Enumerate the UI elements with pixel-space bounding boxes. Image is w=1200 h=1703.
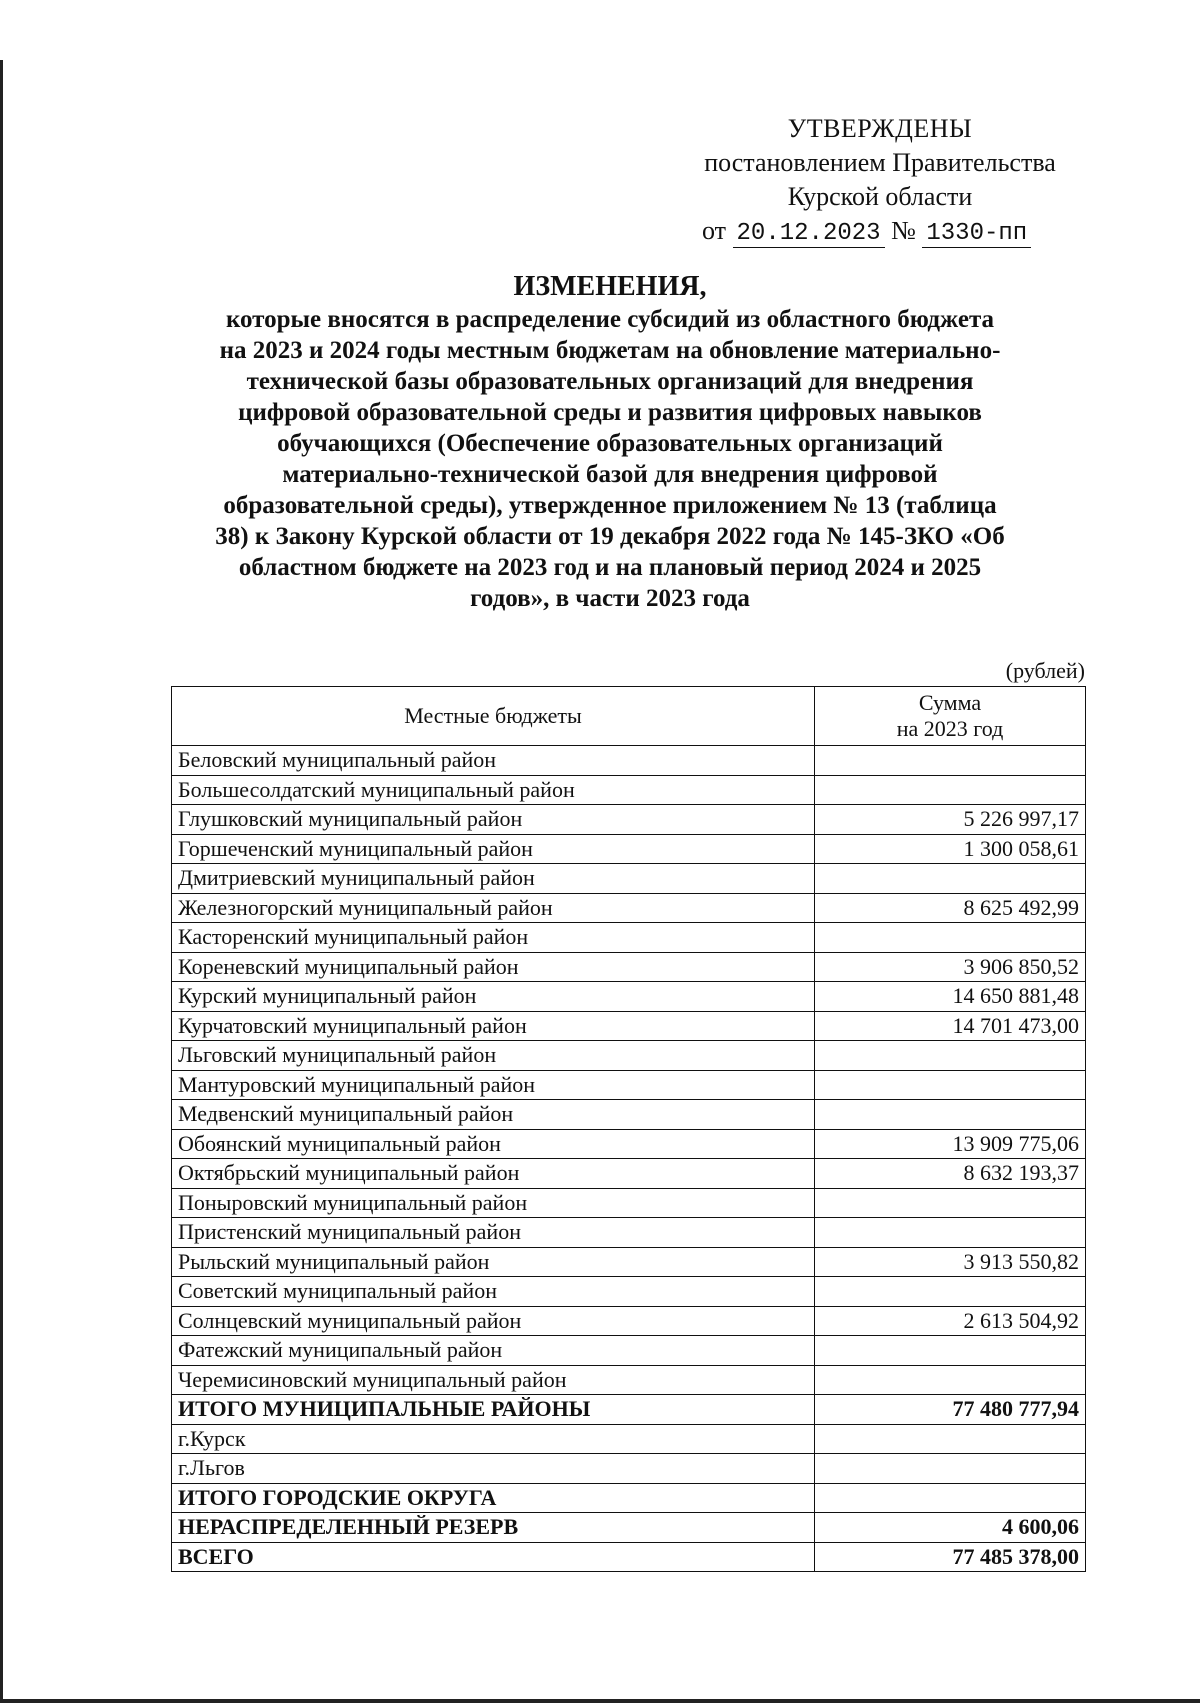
approval-stamp-block [680,112,1080,251]
budget-name-cell: Глушковский муниципальный район [172,805,815,835]
amount-cell [815,1336,1086,1366]
table-row [172,1365,1086,1395]
budget-name-cell: Мантуровский муниципальный район [172,1070,815,1100]
table-row [172,1070,1086,1100]
table-header-row [172,687,1086,746]
budget-name-cell: Беловский муниципальный район [172,746,815,776]
table-row [172,1011,1086,1041]
budget-name-cell: г.Курск [172,1424,815,1454]
total-row [172,1542,1086,1572]
subtitle-line: на 2023 и 2024 годы местным бюджетам на обновление материально- [219,337,1001,364]
amount-cell [815,1100,1086,1130]
amount-cell: 8 625 492,99 [815,893,1086,923]
table-row [172,1218,1086,1248]
subtitle-line: цифровой образовательной среды и развития цифровых навыков [238,399,982,426]
table-row [172,982,1086,1012]
budget-table [171,686,1086,1572]
subtitle-line: которые вносятся в распределение субсидий из областного бюджета [225,306,995,333]
amount-cell: 8 632 193,37 [815,1159,1086,1189]
amount-cell [815,746,1086,776]
amount-cell [815,864,1086,894]
subtitle-line: областном бюджете на 2023 год и на плановый период 2024 и 2025 [238,554,982,581]
table-row [172,923,1086,953]
table-row [172,834,1086,864]
budget-name-cell: НЕРАСПРЕДЕЛЕННЫЙ РЕЗЕРВ [172,1513,815,1543]
table-body [172,746,1086,1572]
budget-name-cell: Рыльский муниципальный район [172,1247,815,1277]
budget-name-cell: Медвенский муниципальный район [172,1100,815,1130]
budget-name-cell: Льговский муниципальный район [172,1041,815,1071]
budget-name-cell: Касторенский муниципальный район [172,923,815,953]
approval-line-resolution: постановлением Правительства [704,148,1056,177]
amount-cell [815,1070,1086,1100]
amount-cell [815,1277,1086,1307]
table-row [172,1041,1086,1071]
amount-cell [815,1188,1086,1218]
subtitle-line: 38) к Закону Курской области от 19 декабря 2022 года № 145-ЗКО «Об [215,523,1005,550]
budget-name-cell: Большесолдатский муниципальный район [172,775,815,805]
table-row [172,1188,1086,1218]
table-row [172,805,1086,835]
budget-name-cell: Пристенский муниципальный район [172,1218,815,1248]
amount-cell [815,1365,1086,1395]
subtitle-line: образовательной среды), утвержденное приложением № 13 (таблица [223,492,997,519]
document-title-block [160,270,1060,614]
table-row [172,1277,1086,1307]
amount-cell: 1 300 058,61 [815,834,1086,864]
table-row [172,1129,1086,1159]
table-row [172,775,1086,805]
table-row [172,1159,1086,1189]
amount-cell: 14 650 881,48 [815,982,1086,1012]
subtitle-line: технической базы образовательных организаций для внедрения [246,368,974,395]
amount-cell: 77 480 777,94 [815,1395,1086,1425]
approval-number: 1330-пп [922,220,1031,248]
budget-name-cell: г.Льгов [172,1454,815,1484]
amount-cell [815,1454,1086,1484]
table-row [172,893,1086,923]
header-amount-line2: на 2023 год [896,716,1004,741]
amount-cell: 14 701 473,00 [815,1011,1086,1041]
budget-name-cell: Октябрьский муниципальный район [172,1159,815,1189]
table-row [172,1247,1086,1277]
date-prefix: от [702,216,727,245]
budget-name-cell: Обоянский муниципальный район [172,1129,815,1159]
subtitle-line: материально-технической базой для внедрения цифровой [282,461,938,488]
approval-line-region: Курской области [787,182,973,211]
approval-line-approved: УТВЕРЖДЕНЫ [787,114,973,143]
approval-date-number-line [680,214,1080,251]
table-row [172,864,1086,894]
amount-cell: 77 485 378,00 [815,1542,1086,1572]
units-label: (рублей) [1005,658,1085,683]
budget-name-cell: Поныровский муниципальный район [172,1188,815,1218]
header-amount [815,687,1086,746]
table-row [172,1336,1086,1366]
table-row [172,1454,1086,1484]
table-row [172,746,1086,776]
amount-cell: 4 600,06 [815,1513,1086,1543]
budget-name-cell: Курчатовский муниципальный район [172,1011,815,1041]
budget-name-cell: ИТОГО МУНИЦИПАЛЬНЫЕ РАЙОНЫ [172,1395,815,1425]
amount-cell [815,1424,1086,1454]
amount-cell [815,1041,1086,1071]
total-row [172,1395,1086,1425]
table-row [172,1306,1086,1336]
budget-name-cell: Горшеченский муниципальный район [172,834,815,864]
approval-date: 20.12.2023 [733,220,885,248]
total-row [172,1483,1086,1513]
budget-name-cell: Солнцевский муниципальный район [172,1306,815,1336]
subtitle-line: обучающихся (Обеспечение образовательных организаций [277,430,943,457]
subtitle-line: годов», в части 2023 года [470,585,750,612]
table-row [172,1424,1086,1454]
amount-cell: 5 226 997,17 [815,805,1086,835]
budget-name-cell: Дмитриевский муниципальный район [172,864,815,894]
budget-name-cell: Фатежский муниципальный район [172,1336,815,1366]
scan-left-edge [0,60,3,1703]
amount-cell: 3 906 850,52 [815,952,1086,982]
amount-cell: 3 913 550,82 [815,1247,1086,1277]
table-row [172,952,1086,982]
header-local-budgets: Местные бюджеты [172,687,815,746]
amount-cell: 13 909 775,06 [815,1129,1086,1159]
amount-cell [815,923,1086,953]
document-subtitle [160,304,1060,614]
budget-name-cell: Кореневский муниципальный район [172,952,815,982]
budget-name-cell: Черемисиновский муниципальный район [172,1365,815,1395]
scan-bottom-edge [0,1699,1200,1703]
budget-name-cell: Железногорский муниципальный район [172,893,815,923]
budget-name-cell: ВСЕГО [172,1542,815,1572]
amount-cell [815,1218,1086,1248]
number-prefix: № [891,216,916,245]
header-amount-line1: Сумма [918,690,982,715]
amount-cell [815,1483,1086,1513]
budget-name-cell: Советский муниципальный район [172,1277,815,1307]
amount-cell [815,775,1086,805]
amount-cell: 2 613 504,92 [815,1306,1086,1336]
budget-name-cell: Курский муниципальный район [172,982,815,1012]
budget-name-cell: ИТОГО ГОРОДСКИЕ ОКРУГА [172,1483,815,1513]
total-row [172,1513,1086,1543]
table-row [172,1100,1086,1130]
document-heading: ИЗМЕНЕНИЯ, [513,271,707,302]
